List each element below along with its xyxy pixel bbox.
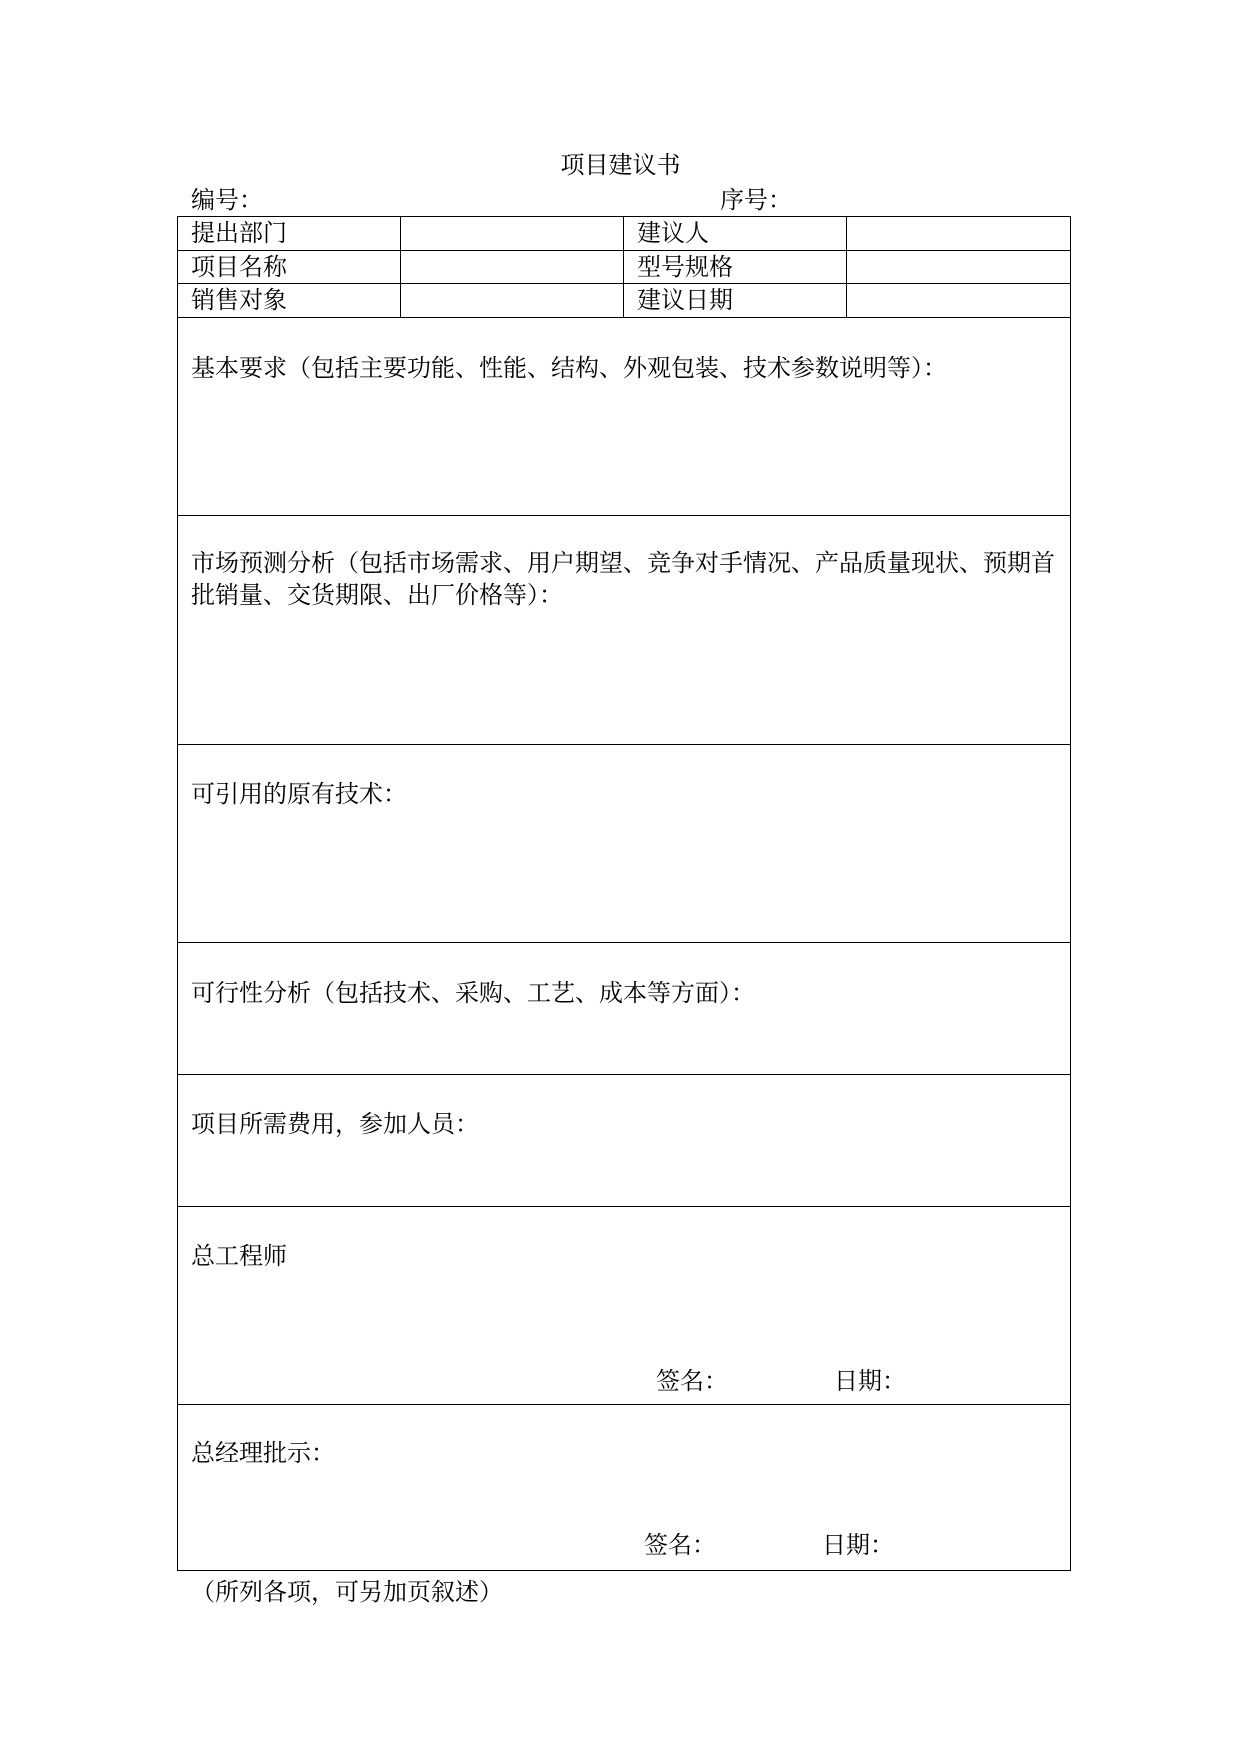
gm-sign-label: 签名： (644, 1531, 716, 1559)
existing-tech-section[interactable] (178, 745, 1070, 943)
department-label: 提出部门 (178, 217, 401, 250)
proposal-date-field[interactable] (847, 284, 1069, 317)
feasibility-label: 可行性分析（包括技术、采购、工艺、成本等方面）： (191, 979, 755, 1007)
gm-approval-label: 总经理批示： (191, 1439, 335, 1467)
model-spec-label: 型号规格 (624, 251, 847, 283)
sales-target-label: 销售对象 (178, 284, 401, 317)
chief-engineer-date-label: 日期： (834, 1367, 906, 1395)
footer-note: （所列各项，可另加页叙述） (191, 1578, 503, 1606)
proposal-date-label: 建议日期 (624, 284, 847, 317)
existing-tech-label: 可引用的原有技术： (191, 780, 407, 808)
proposer-field[interactable] (847, 217, 1069, 250)
info-row (178, 251, 1070, 284)
chief-engineer-section[interactable] (178, 1207, 1070, 1405)
info-row (178, 284, 1070, 318)
proposer-label: 建议人 (624, 217, 847, 250)
project-name-label: 项目名称 (178, 251, 401, 283)
chief-engineer-sign-label: 签名： (656, 1367, 728, 1395)
market-analysis-label: 市场预测分析（包括市场需求、用户期望、竞争对手情况、产品质量现状、预期首批销量、交货期限、出厂价格等）： (191, 549, 1055, 609)
cost-personnel-section[interactable] (178, 1075, 1070, 1207)
market-analysis-section[interactable] (178, 516, 1070, 745)
proposal-form (177, 216, 1071, 1571)
cost-personnel-label: 项目所需费用，参加人员： (191, 1110, 479, 1138)
feasibility-section[interactable] (178, 943, 1070, 1075)
sales-target-field[interactable] (401, 284, 624, 317)
number-label: 编号： (191, 186, 263, 214)
gm-date-label: 日期： (822, 1531, 894, 1559)
basic-requirements-section[interactable] (178, 318, 1070, 516)
document-title: 项目建议书 (560, 151, 681, 179)
chief-engineer-label: 总工程师 (191, 1242, 287, 1270)
model-spec-field[interactable] (847, 251, 1069, 283)
department-field[interactable] (401, 217, 624, 250)
info-row (178, 217, 1070, 251)
gm-approval-section[interactable] (178, 1405, 1070, 1570)
project-name-field[interactable] (401, 251, 624, 283)
sequence-label: 序号： (720, 186, 792, 214)
basic-requirements-label: 基本要求（包括主要功能、性能、结构、外观包装、技术参数说明等）： (191, 354, 947, 382)
